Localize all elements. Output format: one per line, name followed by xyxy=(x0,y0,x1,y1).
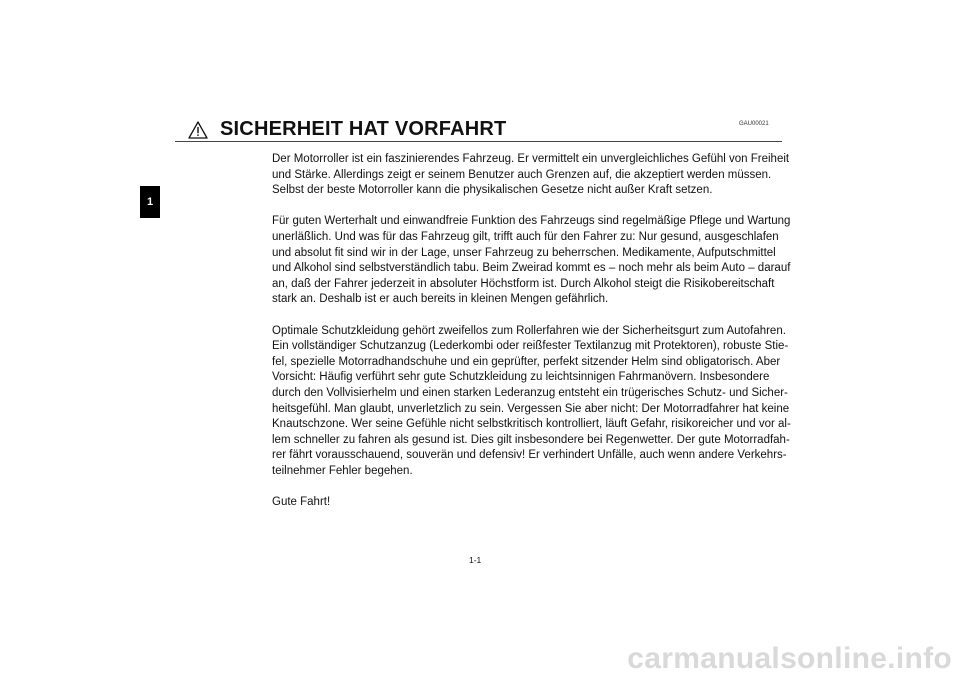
page-title: SICHERHEIT HAT VORFAHRT xyxy=(220,118,507,140)
page-number: 1-1 xyxy=(469,555,482,565)
text-line: durch den Vollvisierhelm und einen starken Lederanzug entsteht ein trügerisches Schutz- und Sicher- xyxy=(272,386,788,399)
title-divider xyxy=(175,141,782,142)
section-code: GAU00021 xyxy=(739,121,769,127)
text-line: rer fährt vorausschauend, souverän und defensiv! Er verhindert Unfälle, auch wenn andere Verkehrs- xyxy=(272,449,787,462)
text-line: Der Motorroller ist ein faszinierendes Fahrzeug. Er vermittelt ein unvergleichliches Gefühl von Freiheit xyxy=(272,153,790,165)
chapter-tab xyxy=(140,186,160,218)
warning-triangle-icon xyxy=(188,121,208,139)
body-text xyxy=(272,152,792,526)
text-line: Optimale Schutzkleidung gehört zweifellos zum Rollerfahren wie der Sicherheitsgurt zum Autofahren. xyxy=(272,324,786,337)
chapter-number: 1 xyxy=(146,196,154,208)
paragraph-intro xyxy=(272,152,792,199)
text-line: lem schneller zu fahren als gesund ist. Dies gilt insbesondere bei Regenwetter. Der gute Motorradfah- xyxy=(272,433,790,446)
text-line: und absolut fit sind wir in der Lage, unser Fahrzeug zu beherrschen. Medikamente, Aufputschmittel xyxy=(272,246,776,259)
text-line: an, daß der Fahrer jederzeit in absoluter Höchstform ist. Durch Alkohol steigt die Risikobereitschaft xyxy=(272,277,775,290)
text-line: Gute Fahrt! xyxy=(272,496,331,509)
text-line: Knautschzone. Wer seine Gefühle nicht selbstkritisch kontrolliert, läuft Gefahr, risikoreicher und vor al- xyxy=(272,418,791,431)
paragraph-maintenance xyxy=(272,214,792,308)
paragraph-closing xyxy=(272,495,792,511)
text-line: fel, spezielle Motorradhandschuhe und ein geprüfter, perfekt sitzender Helm sind obligatorisch. Aber xyxy=(272,355,781,368)
watermark: carmanualsonline.info xyxy=(627,642,952,675)
text-line: stark an. Deshalb ist er auch bereits in kleinen Mengen gefährlich. xyxy=(272,293,609,306)
text-line: Selbst der beste Motorroller kann die physikalischen Gesetze nicht außer Kraft setzen. xyxy=(272,184,713,197)
text-line: heitsgefühl. Man glaubt, unverletzlich zu sein. Vergessen Sie aber nicht: Der Motorradfahrer hat keine xyxy=(272,402,790,415)
text-line: unerläßlich. Und was für das Fahrzeug gilt, trifft auch für den Fahrer zu: Nur gesund, ausgeschlafen xyxy=(272,230,779,243)
paragraph-protective-clothing xyxy=(272,324,792,480)
text-line: Für guten Werterhalt und einwandfreie Funktion des Fahrzeugs sind regelmäßige Pflege und Wartung xyxy=(272,215,791,228)
text-line: Ein vollständiger Schutzanzug (Lederkombi oder reißfester Textilanzug mit Protektoren), robuste Stie- xyxy=(272,340,789,353)
text-line: Vorsicht: Häufig verführt sehr gute Schutzkleidung zu leichtsinnigen Fahrmanövern. Insbesondere xyxy=(272,371,770,384)
text-line: teilnehmer Fehler begehen. xyxy=(272,464,413,477)
text-line: und Alkohol sind selbstverständlich tabu. Beim Zweirad kommt es – noch mehr als beim Auto – darauf xyxy=(272,262,791,275)
text-line: und Stärke. Allerdings zeigt er seinem Benutzer auch Grenzen auf, die akzeptiert werden müssen. xyxy=(272,168,772,181)
